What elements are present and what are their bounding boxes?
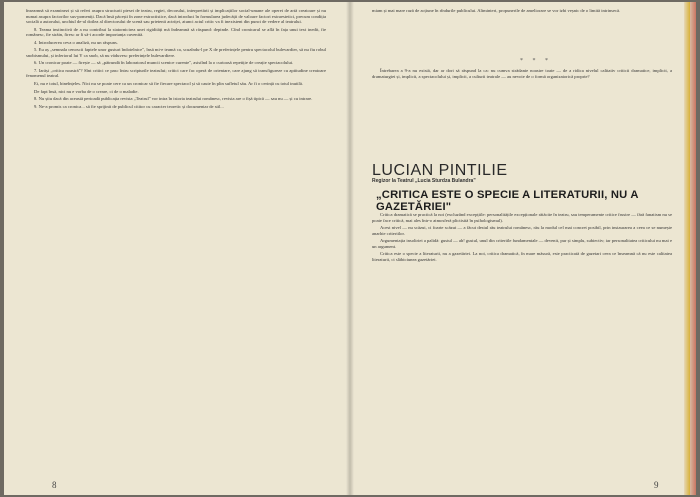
right-page <box>350 2 696 495</box>
article-paragraph: Critica dramatică se practică la noi (excluzând excepțiile: personalitățile excepționale rătăcite în teatru, sau temperamente critice frustre — fără fanatism nu se poate face critică, mai ales într-o atmosferă plictisită în psihologismul). <box>372 212 672 223</box>
left-paragraph: 8. Teama instinctivă de a nu contribui la statornicirea unei rigidități mă îndeamnă să răspund: depinde. Cînd cronicarul se află în fața unui text inedit, fie românesc, fie străin, firesc ar fi să-i acorde importanța cuvenită. <box>26 26 326 38</box>
right-intro-paragraph: Întrebarea a 9-a nu există, dar ar dori să răspund la ca: nu cumva strădanie noastre toate — de a ridica nivelul calitativ criticii dramatice, implicit, a dramaturgiei și, implicit, a spectacolului și, implicit, a culturii teatrale — au nevoie de o formă organizatorică proprie? <box>372 68 672 79</box>
left-paragraph: 7. Iarăși „critica noastră"? Sînt critici ce pasc întru scripturile teatrului; critici care fac operă de orientare, care ajung să transfigureze cu aptitudine creatoare fenomenul teatral. <box>26 67 326 79</box>
article-paragraph: Acest nivel — nu scăzut, ci foarte scăzut — a făcut destul rău teatrului românesc, rău la modul cel mai concret posibil, prin instaurarea a ceea ce se numește anarhie criteriilor. <box>372 225 672 236</box>
left-paragraph: 4. Introducerea ceva o analiză, nu un răspuns. <box>34 39 118 45</box>
left-paragraph: Ei, nu e totul, bineînțeles. Nici nu se poate cere ca un cronicar să fie fiecare spectacol și să caute în plin sufletul său. Ar fi o cerință cu totul inutilă. <box>34 81 304 87</box>
article-paragraph: Critica este o specie a literaturii, nu a gazetăriei. La noi, critica dramatică, în mare măsură, este practicată de gazetari ceea ce înseamnă că nu este calitatea literaturii, ci slăbiciunea gazetăriei. <box>372 251 672 262</box>
right-intro-paragraph: miam și mai mare rază de acțiune în rîndurile publicului. Altminteri, propunerile de ameliorare se vor izbi veșnic de o limită intrinsecă. <box>372 8 621 13</box>
left-page <box>4 2 350 495</box>
page-edge-red <box>690 2 696 495</box>
left-paragraph: 5. Eu aș „semnala cenoscii faptele unor gusturi îndoielnice", însă mi-e teamă ca, scuzîndu-l pe X de preferințele pentru spectacolul bulevardier, să nu fiu robul snobismului, și inferiorul lui Y ca snob, să nu văduvesc preferințele bulevardiere. <box>26 47 326 58</box>
left-paragraph: De fapt însă, nici nu e vorba de o creare, ci de o maladie. <box>34 88 139 94</box>
right-intro-text-2 <box>372 68 672 156</box>
left-page-text <box>26 8 326 448</box>
section-separator: * * * <box>520 58 552 64</box>
book-spread <box>4 2 696 495</box>
article-headline: „CRITICA ESTE O SPECIE A LITERATURII, NU A GAZETĂRIEI" <box>376 189 639 213</box>
right-intro-text <box>372 8 672 54</box>
left-paragraph: 8. Nu știu dacă din această perioadă publicația revista „Teatrul" vor intra în istoria teatrului românesc, revista are o fișă tipică — sau nu — și cu intrare. <box>34 96 313 102</box>
left-paragraph: însearnnă să examinezi și să referi asupra structurii piesei de teatru, regiei, decorului, interpretării și implicațiilor social-umane ale operei de artă creatoare și nu numai asupra factorilor sus-pomeniți. Dacă însă păcești în zone extractistice, dacă introduci în formularea judecății de valoare factori extraestetici, precum condiția socială a autorului, unchiul de-al doilea al directorului de scenă sau prietenii actriței, atunci actul critic va fi inexistent din punct de vedere al teatrului. <box>26 8 326 25</box>
left-paragraph: 6. Un cronicar poate — firește — să „pătrundă în laboratorul muncii scenice curente", asistînd la o curioasă repetiție de creație spectacolului. <box>34 60 294 66</box>
author-name: LUCIAN PINTILIE <box>372 162 508 179</box>
article-paragraph: Argumentația insoliriei a palidă: gustul — ah! gustul, unul din criteriile fundamentale — devenit, pur și simplu, subiectiv; iar personalitatea criticului nu mai e un argument. <box>372 238 672 249</box>
author-role: Regizor la Teatrul „Lucia Sturdza Bulandra" <box>372 178 476 184</box>
left-paragraph: 9. Ne-a promis ca cronica... să fie sprijinit de publicul cititor cu caracter teoretic și documentar de stil... <box>34 103 224 109</box>
page-number-right: 9 <box>654 480 659 490</box>
article-body <box>372 212 672 474</box>
page-number-left: 8 <box>52 480 57 490</box>
